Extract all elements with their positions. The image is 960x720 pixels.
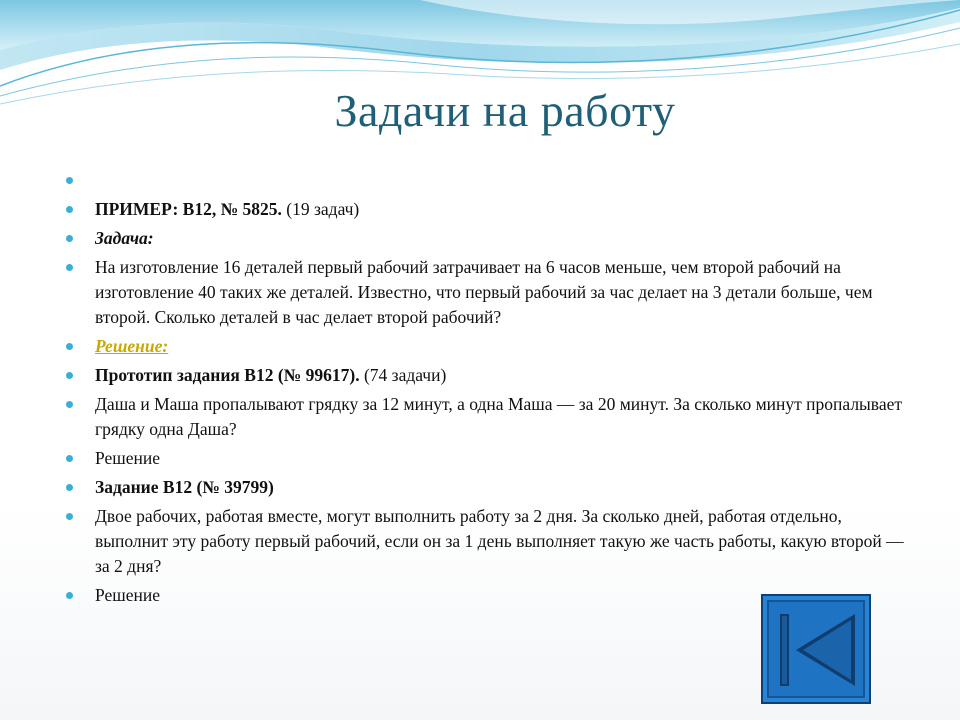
bullet-dot [66, 372, 73, 379]
bullet-dot [66, 592, 73, 599]
list-item [62, 168, 912, 193]
list-item [62, 197, 912, 222]
bullet-dot [66, 455, 73, 462]
list-item [62, 226, 912, 251]
list-item [62, 446, 912, 471]
bullet-dot [66, 484, 73, 491]
assignment-text: Двое рабочих, работая вместе, могут выполнить работу за 2 дня. За сколько дней, работая отдельно, выполнит эту работу первый рабочий, если он за 1 день выполняет такую же часть работы, какую второй — за 2 дня? [95, 506, 904, 576]
bullet-dot [66, 235, 73, 242]
back-to-start-button[interactable] [761, 594, 871, 704]
bullet-list [62, 168, 912, 612]
back-to-start-icon [763, 596, 873, 706]
task-text: На изготовление 16 деталей первый рабочий затрачивает на 6 часов меньше, чем второй рабочий на изготовление 40 таких же деталей. Известно, что первый рабочий за час делает на 3 детали больше, чем второй. Сколько деталей в час делает второй рабочий? [95, 257, 873, 327]
list-item [62, 392, 912, 442]
bullet-dot [66, 206, 73, 213]
slide-title: Задачи на работу [334, 85, 676, 136]
prototype-count: (74 задачи) [359, 365, 447, 385]
bullet-dot [66, 264, 73, 271]
bullet-dot [66, 401, 73, 408]
list-item [62, 334, 912, 359]
solution-link[interactable]: Решение: [95, 336, 169, 356]
solution-label: Решение [95, 448, 161, 468]
list-item [62, 475, 912, 500]
example-count: (19 задач) [281, 199, 360, 219]
task-heading: Задача: [95, 228, 154, 248]
bullet-dot [66, 343, 73, 350]
solution-label: Решение [95, 585, 161, 605]
bullet-dot [66, 177, 73, 184]
example-heading: ПРИМЕР: B12, № 5825. [95, 199, 282, 219]
prototype-text: Даша и Маша пропалывают грядку за 12 минут, а одна Маша — за 20 минут. За сколько минут пропалывает грядку одна Даша? [95, 394, 903, 439]
bullet-dot [66, 513, 73, 520]
assignment-heading: Задание B12 (№ 39799) [95, 477, 274, 497]
prototype-heading: Прототип задания B12 (№ 99617). [95, 365, 360, 385]
list-item [62, 363, 912, 388]
list-item [62, 255, 912, 330]
list-item [62, 504, 912, 579]
